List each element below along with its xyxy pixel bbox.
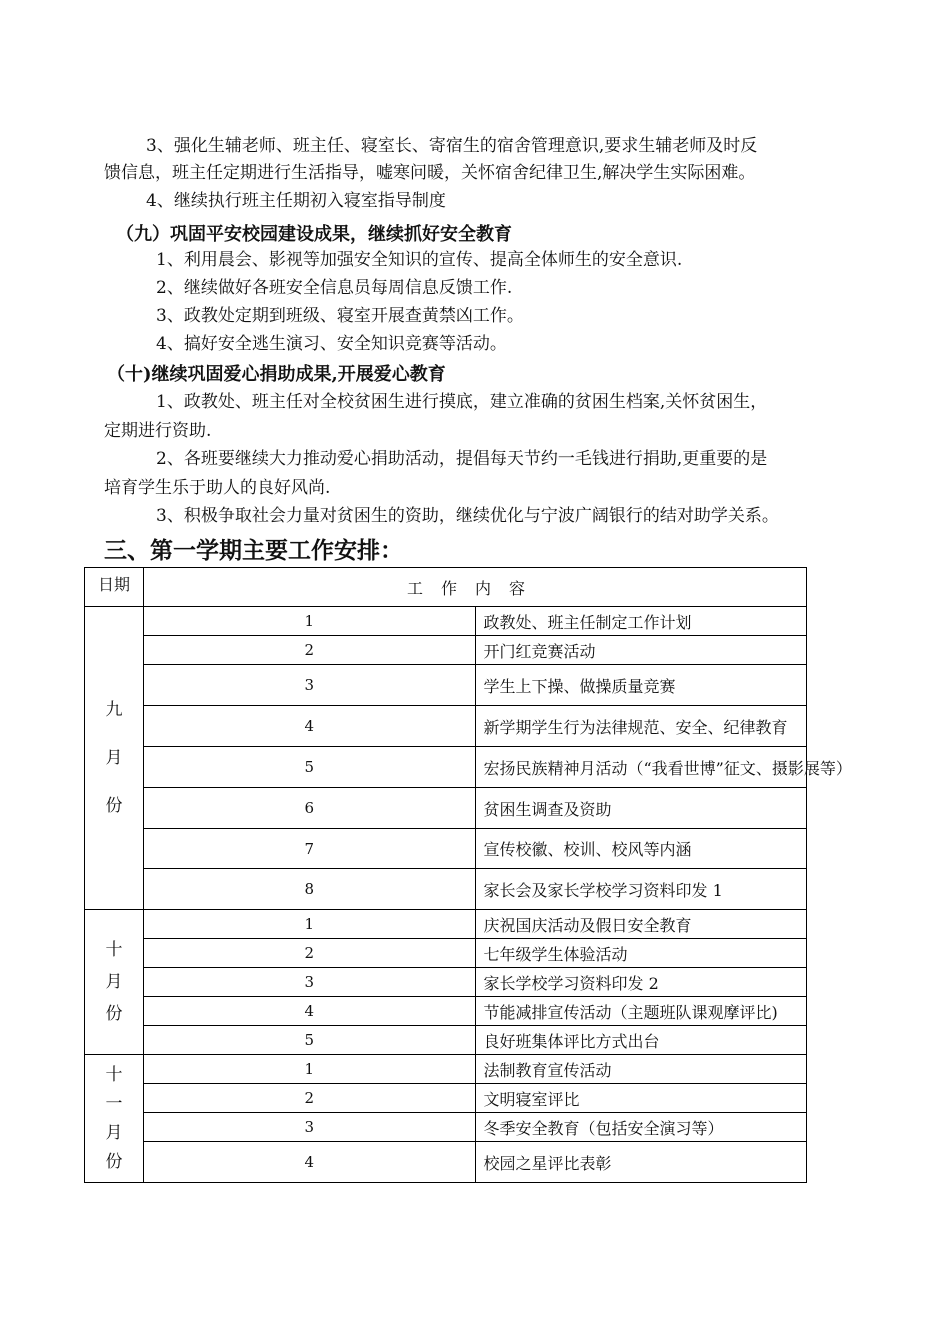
section-10-line: 培育学生乐于助人的良好风尚. <box>104 478 331 498</box>
item-number: 4 <box>144 1142 476 1183</box>
section-10-line: 1、政教处、班主任对全校贫困生进行摸底，建立准确的贫困生档案,关怀贫困生， <box>156 392 768 412</box>
item-text: 文明寝室评比 <box>475 1084 807 1113</box>
month-char: 十 <box>105 940 123 960</box>
month-char: 份 <box>105 796 123 816</box>
month-cell-november <box>85 1055 144 1183</box>
item-number: 5 <box>144 747 476 788</box>
item-number: 2 <box>144 939 476 968</box>
month-char: 月 <box>105 1122 123 1143</box>
item-number: 4 <box>144 997 476 1026</box>
table-row <box>85 1055 807 1084</box>
month-char: 月 <box>105 972 123 992</box>
item-text: 家长学校学习资料印发 2 <box>475 968 807 997</box>
item-number: 8 <box>144 869 476 910</box>
item-number: 2 <box>144 1084 476 1113</box>
section-10-line: 3、积极争取社会力量对贫困生的资助，继续优化与宁波广阔银行的结对助学关系。 <box>156 506 779 526</box>
section-9-item: 3、政教处定期到班级、寝室开展查黄禁凶工作。 <box>156 306 524 326</box>
item-text: 七年级学生体验活动 <box>475 939 807 968</box>
section-9-item: 4、搞好安全逃生演习、安全知识竞赛等活动。 <box>156 334 507 354</box>
item-number: 6 <box>144 788 476 829</box>
section-10-line: 定期进行资助. <box>104 421 212 441</box>
item-number: 3 <box>144 665 476 706</box>
table-row <box>85 636 807 665</box>
month-char: 一 <box>105 1093 123 1114</box>
intro-paragraph-line: 馈信息，班主任定期进行生活指导，嘘寒问暖，关怀宿舍纪律卫生,解决学生实际困难。 <box>104 163 756 183</box>
table-row <box>85 788 807 829</box>
table-header-row <box>85 568 807 607</box>
table-row <box>85 706 807 747</box>
item-text: 庆祝国庆活动及假日安全教育 <box>475 910 807 939</box>
section-3-title: 三、第一学期主要工作安排： <box>104 537 403 564</box>
item-number: 4 <box>144 706 476 747</box>
item-number: 1 <box>144 1055 476 1084</box>
item-text: 校园之星评比表彰 <box>475 1142 807 1183</box>
header-content: 工作内容 <box>144 568 807 607</box>
month-cell-october <box>85 910 144 1055</box>
section-9-heading: （九）巩固平安校园建设成果，继续抓好安全教育 <box>116 224 512 245</box>
item-text: 学生上下操、做操质量竞赛 <box>475 665 807 706</box>
item-number: 3 <box>144 1113 476 1142</box>
item-text: 开门红竞赛活动 <box>475 636 807 665</box>
month-char: 月 <box>105 748 123 768</box>
item-text: 新学期学生行为法律规范、安全、纪律教育 <box>475 706 807 747</box>
table-row <box>85 869 807 910</box>
table-row <box>85 1026 807 1055</box>
month-char: 份 <box>105 1004 123 1024</box>
item-number: 2 <box>144 636 476 665</box>
section-10-heading: （十)继续巩固爱心捐助成果,开展爱心教育 <box>107 364 446 385</box>
work-schedule-table <box>84 567 852 1183</box>
table-row <box>85 910 807 939</box>
table-row <box>85 829 807 869</box>
header-date: 日期 <box>85 568 144 607</box>
table-row <box>85 665 807 706</box>
table-row <box>85 1113 807 1142</box>
item-text: 法制教育宣传活动 <box>475 1055 807 1084</box>
item-number: 1 <box>144 910 476 939</box>
month-char: 九 <box>105 700 123 720</box>
table-row <box>85 1142 807 1183</box>
item-text: 冬季安全教育（包括安全演习等） <box>475 1113 807 1142</box>
table-row <box>85 1084 807 1113</box>
item-number: 5 <box>144 1026 476 1055</box>
item-number: 7 <box>144 829 476 869</box>
month-char: 份 <box>105 1151 123 1172</box>
item-number: 3 <box>144 968 476 997</box>
month-cell-september <box>85 607 144 910</box>
section-10-line: 2、各班要继续大力推动爱心捐助活动，提倡每天节约一毛钱进行捐助,更重要的是 <box>156 449 768 469</box>
table-row <box>85 607 807 636</box>
month-char: 十 <box>105 1064 123 1085</box>
table-row <box>85 968 807 997</box>
table-row <box>85 939 807 968</box>
table-row <box>85 997 807 1026</box>
item-text: 良好班集体评比方式出台 <box>475 1026 807 1055</box>
item-text: 宏扬民族精神月活动（“我看世博”征文、摄影展等） <box>475 747 807 788</box>
table-row <box>85 747 807 788</box>
item-text: 家长会及家长学校学习资料印发 1 <box>475 869 807 910</box>
intro-paragraph-line: 4、继续执行班主任期初入寝室指导制度 <box>146 191 446 211</box>
intro-paragraph-line: 3、强化生辅老师、班主任、寝室长、寄宿生的宿舍管理意识,要求生辅老师及时反 <box>146 136 758 156</box>
item-text: 贫困生调查及资助 <box>475 788 807 829</box>
section-9-item: 1、利用晨会、影视等加强安全知识的宣传、提高全体师生的安全意识. <box>156 250 683 270</box>
item-text: 政教处、班主任制定工作计划 <box>475 607 807 636</box>
section-9-item: 2、继续做好各班安全信息员每周信息反馈工作. <box>156 278 513 298</box>
item-text: 宣传校徽、校训、校风等内涵 <box>475 829 807 869</box>
item-text: 节能减排宣传活动（主题班队课观摩评比) <box>475 997 807 1026</box>
item-number: 1 <box>144 607 476 636</box>
